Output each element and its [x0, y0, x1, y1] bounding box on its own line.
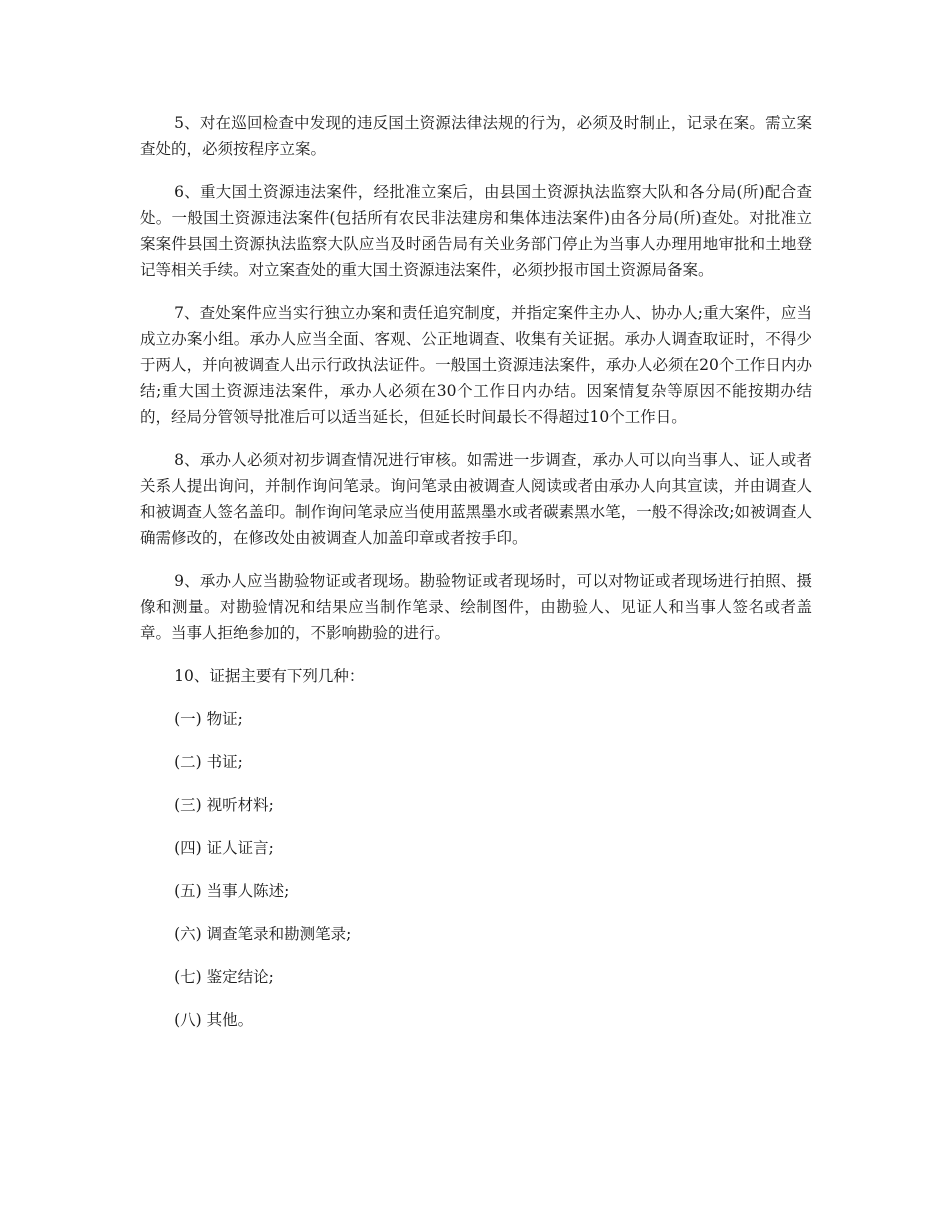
paragraph-6: 6、重大国土资源违法案件，经批准立案后，由县国土资源执法监察大队和各分局(所)配合查处。一般国土资源违法案件(包括所有农民非法建房和集体违法案件)由各分局(所)查处。对批准立案案件县国土资源执法监察大队应当及时函告局有关业务部门停止为当事人办理用地审批和土地登记等相关手续。对立案查处的重大国土资源违法案件，必须抄报市国土资源局备案。	[140, 183, 812, 279]
paragraph-7: 7、查处案件应当实行独立办案和责任追究制度，并指定案件主办人、协办人;重大案件，应当成立办案小组。承办人应当全面、客观、公正地调查、收集有关证据。承办人调查取证时，不得少于两人，并向被调查人出示行政执法证件。一般国土资源违法案件，承办人必须在20个工作日内办结;重大国土资源违法案件，承办人必须在30个工作日内办结。因案情复杂等原因不能按期办结的，经局分管领导批准后可以适当延长，但延长时间最长不得超过10个工作日。	[140, 304, 812, 426]
list-item: (五) 当事人陈述;	[174, 882, 290, 900]
list-item: (八) 其他。	[174, 1011, 254, 1029]
list-item: (一) 物证;	[174, 710, 243, 728]
paragraph-10: 10、证据主要有下列几种：	[174, 667, 365, 685]
list-item: (二) 书证;	[174, 753, 243, 771]
list-item: (三) 视听材料;	[174, 796, 274, 814]
document-body	[140, 110, 812, 1050]
list-item: (六) 调查笔录和勘测笔录;	[174, 925, 352, 943]
list-item: (七) 鉴定结论;	[174, 968, 274, 986]
paragraph-8: 8、承办人必须对初步调查情况进行审核。如需进一步调查，承办人可以向当事人、证人或者关系人提出询问，并制作询问笔录。询问笔录由被调查人阅读或者由承办人向其宣读，并由调查人和被调查人签名盖印。制作询问笔录应当使用蓝黑墨水或者碳素黑水笔，一般不得涂改;如被调查人确需修改的，在修改处由被调查人加盖印章或者按手印。	[140, 451, 812, 547]
paragraph-9: 9、承办人应当勘验物证或者现场。勘验物证或者现场时，可以对物证或者现场进行拍照、摄像和测量。对勘验情况和结果应当制作笔录、绘制图件，由勘验人、见证人和当事人签名或者盖章。当事人拒绝参加的，不影响勘验的进行。	[140, 572, 812, 642]
paragraph-5: 5、对在巡回检查中发现的违反国土资源法律法规的行为，必须及时制止，记录在案。需立案查处的，必须按程序立案。	[140, 114, 812, 158]
list-item: (四) 证人证言;	[174, 839, 274, 857]
